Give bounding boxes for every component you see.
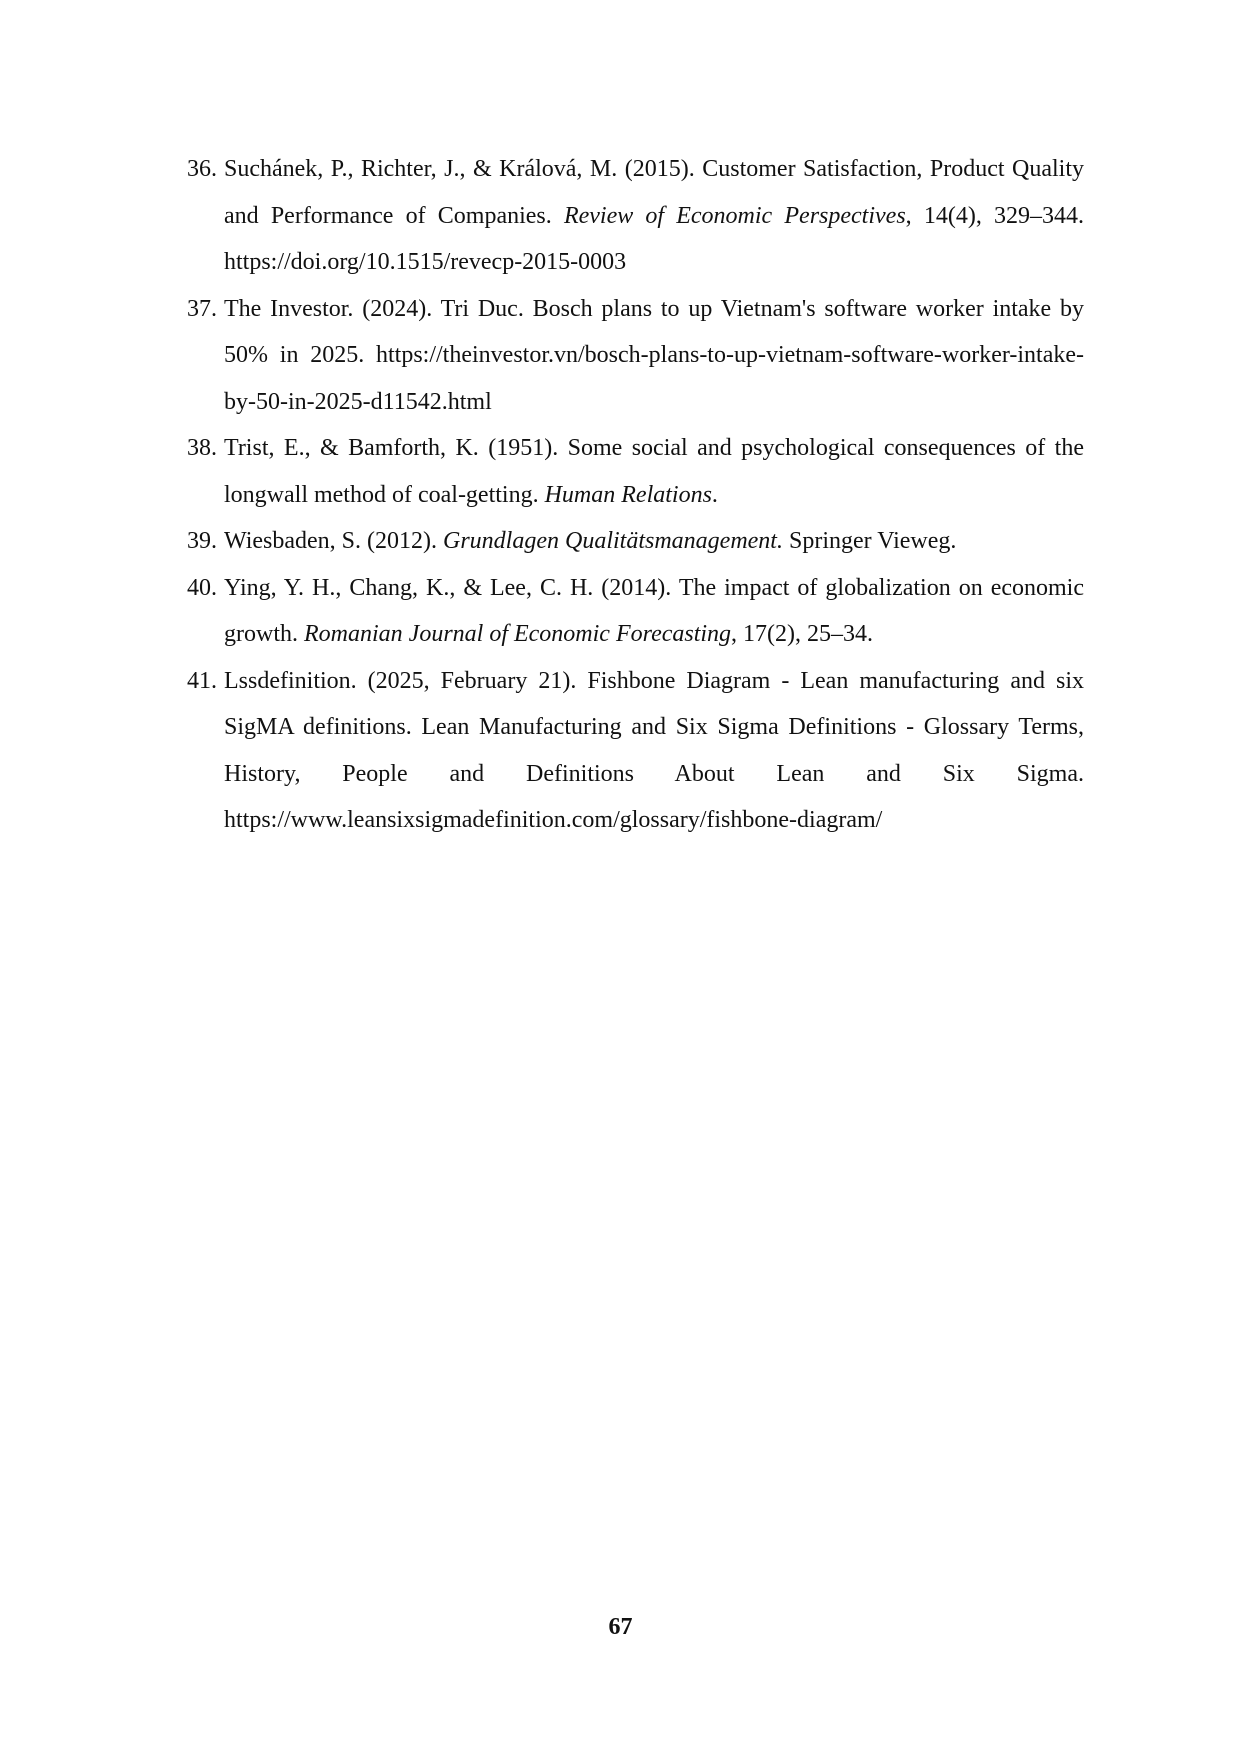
reference-number: 38.	[187, 435, 217, 461]
reference-number: 36.	[187, 156, 217, 182]
reference-title-italic: Romanian Journal of Economic Forecasting	[304, 621, 732, 647]
reference-text-segment: Wiesbaden, S. (2012).	[224, 528, 443, 554]
reference-text	[224, 435, 1084, 508]
reference-number: 37.	[187, 295, 217, 322]
reference-item	[187, 146, 1084, 286]
reference-text-segment: .	[711, 481, 718, 508]
reference-title-italic: Grundlagen Qualitätsmanagement.	[443, 528, 783, 554]
reference-text-segment: The Investor. (2024). Tri Duc. Bosch plans to up Vietnam's software worker intake by 50% in 2025. https://theinvestor.vn/bosch-plans-to-up-vietnam-software-worker-intake-by-50-in-2025-d11542.html	[224, 295, 1084, 415]
reference-text	[224, 296, 1084, 415]
reference-number: 40.	[187, 574, 217, 601]
reference-text-segment: Lssdefinition. (2025, February 21). Fishbone Diagram - Lean manufacturing and six SigMA definitions. Lean Manufacturing and Six Sigma Definitions - Glossary Terms, History, People and Definitions About Lean and Six Sigma. https://www.leansixsigmadefinition.com/glossary/fishbone-diagram/	[224, 667, 1084, 833]
reference-text-segment: , 17(2), 25–34.	[731, 621, 874, 647]
reference-item	[187, 518, 1084, 565]
reference-text	[224, 668, 1084, 834]
reference-item	[187, 658, 1084, 844]
reference-text-segment: Trist, E., & Bamforth, K. (1951). Some social and psychological consequences of the longwall method of coal-getting.	[224, 435, 1084, 508]
reference-item	[187, 425, 1084, 518]
reference-text-segment: , 14(4), 329–344. https://doi.org/10.1515/revecp-2015-0003	[224, 202, 1085, 275]
reference-title-italic: Human Relations	[544, 481, 712, 508]
reference-item	[187, 565, 1084, 658]
reference-text	[224, 528, 956, 554]
reference-title-italic: Review of Economic Perspectives	[563, 202, 906, 229]
page-number: 67	[608, 1614, 633, 1640]
reference-number: 41.	[187, 667, 217, 694]
reference-list	[187, 146, 1084, 844]
reference-text	[224, 156, 1084, 275]
reference-item	[187, 286, 1084, 426]
reference-text-segment: Suchánek, P., Richter, J., & Králová, M. (2015). Customer Satisfaction, Product Quality and Performance of Companies.	[224, 156, 1084, 229]
reference-text-segment: Springer Vieweg.	[782, 528, 957, 554]
reference-text-segment: Ying, Y. H., Chang, K., & Lee, C. H. (2014). The impact of globalization on economic growth.	[224, 574, 1084, 647]
reference-text	[224, 575, 1084, 648]
reference-number: 39.	[187, 528, 217, 554]
